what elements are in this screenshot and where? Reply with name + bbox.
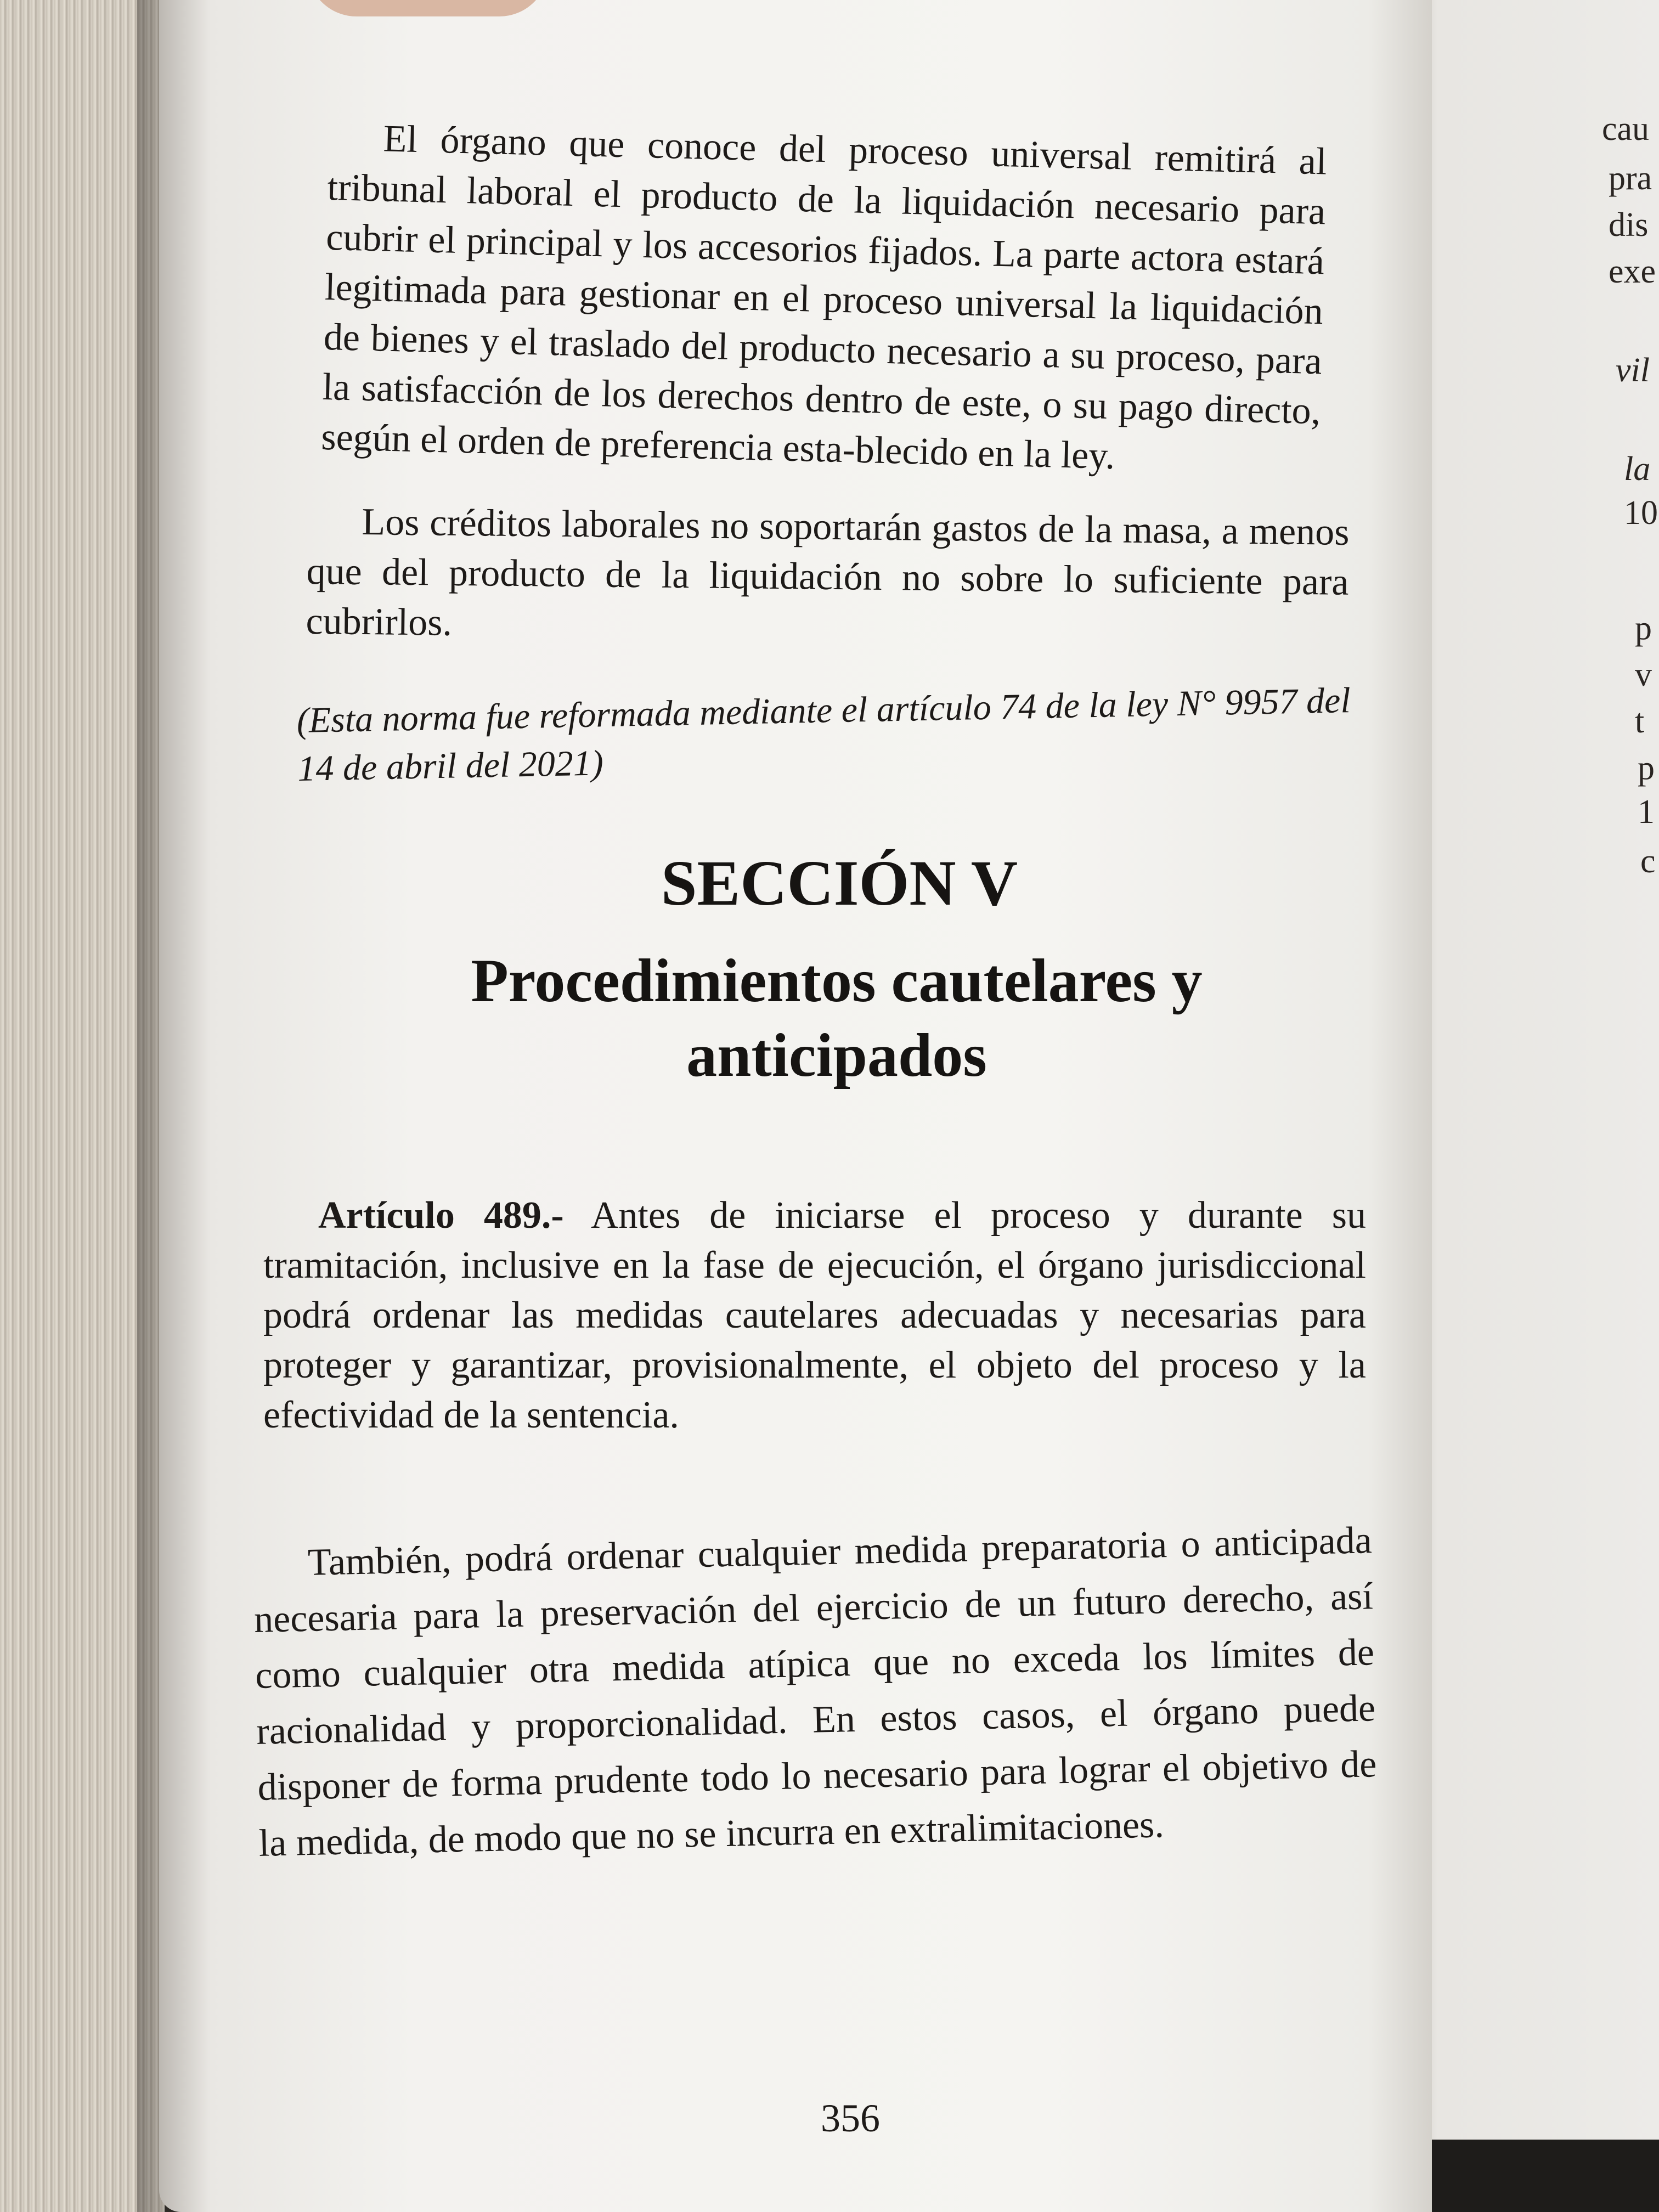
article-text: Antes de iniciarse el proceso y durante su tramitación, inclusive en la fase de ejecución, el órgano jurisdiccional podrá ordenar las medidas cautelares adecuadas y necesarias para proteger y garantizar, provisionalmente, el objeto del proceso y la efectividad de la sentencia. xyxy=(263,1194,1367,1436)
facing-page-fragment: dis xyxy=(1609,206,1649,244)
thumb-tip xyxy=(307,0,549,16)
article-label: Artículo 489.- xyxy=(318,1194,564,1237)
facing-page-fragment: pra xyxy=(1609,160,1652,197)
reform-note: (Esta norma fue reformada mediante el artículo 74 de la ley N° 9957 del 14 de abril del 2021) xyxy=(296,680,1351,789)
facing-page-fragment: v xyxy=(1635,656,1652,693)
facing-page-fragment: t xyxy=(1635,703,1645,740)
facing-page-fragment: vil xyxy=(1616,352,1650,389)
facing-page-fragment: 1 xyxy=(1638,793,1655,831)
facing-page-fragment: p xyxy=(1638,749,1655,787)
facing-page xyxy=(1404,0,1659,2140)
facing-page-fragment: 10 xyxy=(1624,494,1658,532)
facing-page-fragment: exe xyxy=(1609,253,1656,290)
section-number: SECCIÓN V xyxy=(661,847,1018,919)
paragraph-2: Los créditos laborales no soportarán gastos de la masa, a menos que del producto de la liquidación no sobre lo suficiente para cubrirlos. xyxy=(306,501,1350,644)
facing-page-fragment: la xyxy=(1624,450,1651,488)
facing-page-fragment: cau xyxy=(1602,110,1650,148)
page-number: 356 xyxy=(821,2096,880,2140)
paragraph-1: El órgano que conoce del proceso universal remitirá al tribunal laboral el producto de la liquidación necesario para cubrir el principal y los accesorios fijados. La parte actora estará legitimada para gestionar en el proceso universal la liquidación de bienes y el traslado del producto necesario a su proceso, para la satisfacción de los derechos dentro de este, o su pago directo, según el orden de preferencia esta-blecido en la ley. xyxy=(320,117,1328,478)
paragraph-3: También, podrá ordenar cualquier medida preparatoria o anticipada necesaria para la preservación del ejercicio de un futuro derecho, así como cualquier otra medida atípica que no exceda los límites de racionalidad y proporcionalidad. En estos casos, el órgano puede disponer de forma prudente todo lo necesario para lograr el objetivo de la medida, de modo que no se incurra en extralimitaciones. xyxy=(253,1519,1377,1865)
section-title: Procedimientos cautelares y anticipados xyxy=(471,947,1203,1090)
facing-page-fragment: p xyxy=(1635,610,1652,647)
facing-page-fragment: c xyxy=(1640,843,1656,880)
article-489 xyxy=(263,1190,1366,1440)
